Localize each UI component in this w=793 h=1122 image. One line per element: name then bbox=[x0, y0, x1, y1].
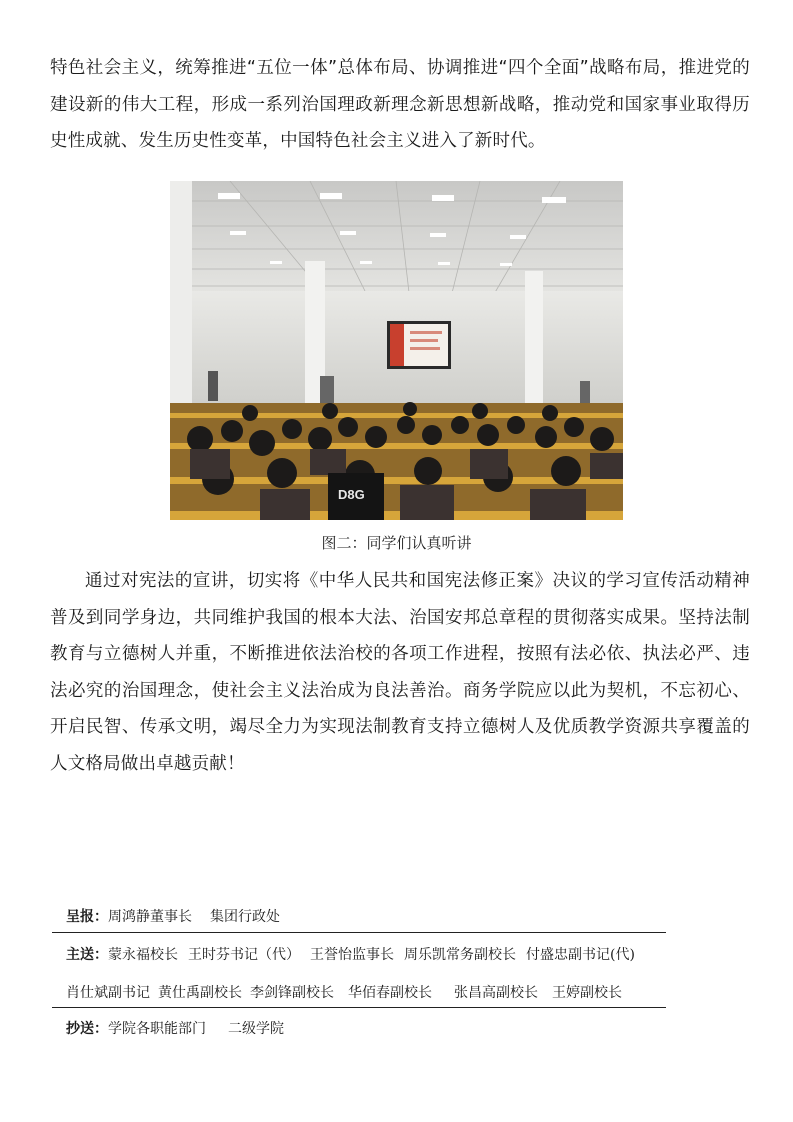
send-recipient: 华佰春副校长 bbox=[348, 985, 432, 1001]
report-label: 呈报： bbox=[66, 909, 108, 925]
send-recipient: 付盛忠副书记(代) bbox=[526, 947, 635, 963]
send-recipient: 黄仕禹副校长 bbox=[158, 985, 242, 1001]
send-recipient: 张昌高副校长 bbox=[454, 985, 538, 1001]
send-recipient: 蒙永福校长 bbox=[108, 947, 178, 963]
jacket-lettering: D8G bbox=[338, 487, 365, 502]
send-recipient: 肖仕斌副书记 bbox=[66, 985, 150, 1001]
cc-line bbox=[66, 1018, 706, 1038]
body-paragraph-2: 通过对宪法的宣讲，切实将《中华人民共和国宪法修正案》决议的学习宣传活动精神普及到同学身边，共同维护我国的根本大法、治国安邦总章程的贯彻落实成果。坚持法制教育与立德树人并重，不断推进依法治校的各项工作进程，按照有法必依、执法必严、违法必究的治国理念，使社会主义法治成为良法善治。商务学院应以此为契机，不忘初心、开启民智、传承文明，竭尽全力为实现法制教育支持立德树人及优质教学资源共享覆盖的人文格局做出卓越贡献！ bbox=[50, 571, 750, 774]
send-recipient: 李剑锋副校长 bbox=[250, 985, 334, 1001]
cc-recipient: 学院各职能部门 bbox=[108, 1021, 206, 1037]
divider-line bbox=[52, 932, 666, 933]
report-recipient: 集团行政处 bbox=[210, 909, 280, 925]
body-paragraph-1: 特色社会主义，统筹推进“五位一体”总体布局、协调推进“四个全面”战略布局，推进党的建设新的伟大工程，形成一系列治国理政新理念新思想新战略，推动党和国家事业取得历史性成就、发生历史性变革，中国特色社会主义进入了新时代。 bbox=[50, 58, 750, 151]
report-recipient: 周鸿静董事长 bbox=[108, 909, 192, 925]
send-recipient: 周乐凯常务副校长 bbox=[404, 947, 516, 963]
cc-recipient: 二级学院 bbox=[228, 1021, 284, 1037]
divider-line bbox=[52, 1007, 666, 1008]
send-line-1 bbox=[66, 944, 706, 964]
send-recipient: 王时芬书记（代） bbox=[188, 947, 300, 963]
send-recipient: 王婷副校长 bbox=[552, 985, 622, 1001]
send-line-2 bbox=[66, 982, 706, 1002]
report-line bbox=[66, 906, 706, 926]
lecture-hall-illustration bbox=[170, 181, 623, 520]
send-recipient: 王誉怡监事长 bbox=[310, 947, 394, 963]
send-label: 主送： bbox=[66, 947, 108, 963]
lecture-hall-photo bbox=[170, 181, 623, 520]
photo-caption: 图二：同学们认真听讲 bbox=[321, 534, 472, 552]
cc-label: 抄送： bbox=[66, 1021, 108, 1037]
